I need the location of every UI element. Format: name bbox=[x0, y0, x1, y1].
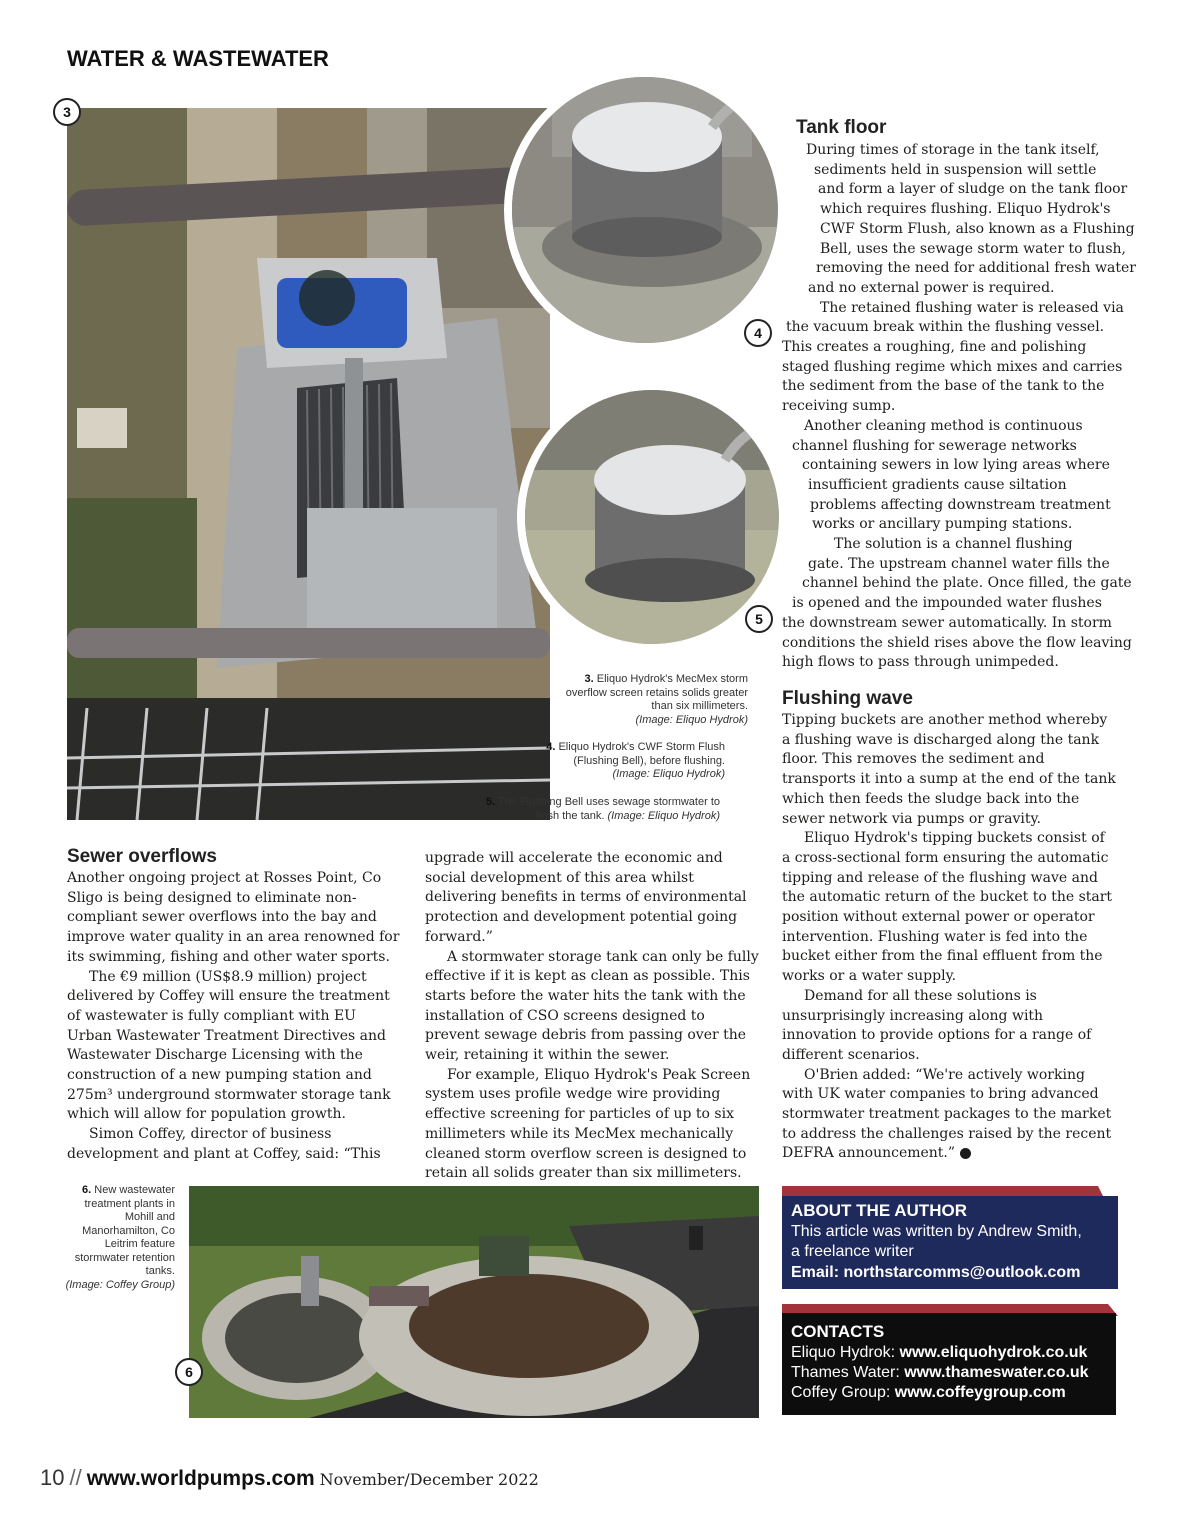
text-line: the sediment from the base of the tank to the bbox=[782, 378, 1105, 395]
caption-credit: (Image: Eliquo Hydrok) bbox=[612, 768, 725, 780]
text-line: problems affecting downstream treatment bbox=[810, 496, 1111, 513]
sewer-overflows-section bbox=[67, 845, 403, 1165]
caption-text: The Flushing Bell uses sewage stormwater to flush the tank. bbox=[498, 796, 720, 822]
paragraph bbox=[782, 1066, 1117, 1165]
caption-number: 5. bbox=[486, 796, 496, 808]
text-line: the vacuum break within the flushing vessel. bbox=[786, 319, 1105, 336]
page-number: 10 bbox=[40, 1465, 65, 1490]
footer-separator: // bbox=[69, 1465, 82, 1490]
paragraph: Demand for all these solutions is unsurprisingly increasing along with innovation to provide options for a range of different scenarios. bbox=[782, 987, 1092, 1063]
text-line: and form a layer of sludge on the tank floor bbox=[818, 181, 1128, 198]
contacts-title: CONTACTS bbox=[791, 1322, 885, 1341]
paragraph: Simon Coffey, director of business development and plant at Coffey, said: “This bbox=[67, 1126, 381, 1162]
text-line: the downstream sewer automatically. In storm bbox=[782, 614, 1112, 631]
text-line: insufficient gradients cause siltation bbox=[808, 476, 1067, 493]
caption-credit: (Image: Coffey Group) bbox=[65, 1278, 175, 1291]
caption-text: Eliquo Hydrok's CWF Storm Flush (Flushing Bell), before flushing. bbox=[558, 741, 725, 767]
text-line: is opened and the impounded water flushes bbox=[792, 595, 1102, 612]
figure-3-photo bbox=[67, 108, 550, 820]
caption-number: 6. bbox=[82, 1184, 92, 1196]
text-line: conditions the shield rises above the flow leaving bbox=[782, 634, 1132, 651]
caption-text: New wastewater treatment plants in Mohill and Manorhamilton, Co Leitrim feature stormwater retention tanks. bbox=[74, 1184, 175, 1277]
figure-3-number: 3 bbox=[53, 98, 81, 126]
figure-4-caption bbox=[500, 741, 725, 782]
paragraph: A stormwater storage tank can only be fully effective if it is kept as clean as possible. This starts before the water hits the tank with the installation of CSO screens designed to prevent sewage debris from passing over the weir, retaining it within the sewer. bbox=[425, 948, 759, 1064]
text-line: CWF Storm Flush, also known as a Flushing bbox=[820, 220, 1135, 237]
flushing-wave-heading: Flushing wave bbox=[782, 688, 913, 709]
caption-credit: (Image: Eliquo Hydrok) bbox=[607, 809, 720, 822]
flushing-wave-section bbox=[782, 687, 1117, 1164]
caption-text: Eliquo Hydrok's MecMex storm overflow screen retains solids greater than six millimeters. bbox=[565, 673, 748, 712]
figure-4-number: 4 bbox=[744, 319, 772, 347]
caption-credit: (Image: Eliquo Hydrok) bbox=[635, 713, 748, 726]
tank-floor-heading: Tank floor bbox=[796, 117, 887, 138]
figure-3-caption bbox=[553, 673, 748, 727]
text-line: removing the need for additional fresh water bbox=[816, 260, 1136, 277]
contact-link[interactable]: www.eliquohydrok.co.uk bbox=[899, 1344, 1088, 1361]
paragraph: For example, Eliquo Hydrok's Peak Screen system uses profile wedge wire providing effective screening for particles of up to six millimeters while its MecMex mechanically cleaned storm overflow screen is designed to retain all solids greater than six millimeters. bbox=[425, 1066, 751, 1182]
footer-site[interactable]: www.worldpumps.com bbox=[86, 1467, 315, 1490]
figure-5-number: 5 bbox=[745, 605, 773, 633]
contact-label: Thames Water: bbox=[791, 1364, 905, 1381]
text-line: Another cleaning method is continuous bbox=[804, 417, 1083, 434]
caption-number: 4. bbox=[546, 741, 556, 753]
sewer-overflows-heading: Sewer overflows bbox=[67, 846, 217, 867]
contact-eliquo bbox=[791, 1343, 1116, 1363]
about-author-line1: This article was written by Andrew Smith, bbox=[791, 1223, 1082, 1240]
figure-6-photo bbox=[189, 1186, 759, 1418]
end-mark-icon bbox=[960, 1148, 971, 1159]
text-line: high flows to pass through unimpeded. bbox=[782, 654, 1059, 671]
text-line: Bell, uses the sewage storm water to flush, bbox=[820, 240, 1126, 257]
contact-link[interactable]: www.thameswater.co.uk bbox=[904, 1364, 1089, 1381]
about-author-title: ABOUT THE AUTHOR bbox=[791, 1201, 967, 1220]
tank-floor-section bbox=[782, 116, 1136, 673]
paragraph: Eliquo Hydrok's tipping buckets consist of a cross-sectional form ensuring the automatic tipping and release of the flushing wave and the automatic return of the bucket to the start position without external power or operator intervention. Flushing water is fed into the bucket either from the final effluent from the works or a water supply. bbox=[782, 830, 1113, 985]
text-line: channel behind the plate. Once filled, the gate bbox=[802, 575, 1132, 592]
contact-label: Eliquo Hydrok: bbox=[791, 1344, 900, 1361]
contact-thames bbox=[791, 1363, 1116, 1383]
page-footer bbox=[40, 1465, 539, 1491]
text-line: The solution is a channel flushing bbox=[834, 536, 1073, 553]
paragraph: Tipping buckets are another method whereby a flushing wave is discharged along the tank floor. This removes the sediment and transports it into a sump at the end of the tank which then feeds the sludge back into the sewer network via pumps or gravity. bbox=[782, 712, 1116, 827]
about-author-line2: a freelance writer bbox=[791, 1243, 914, 1260]
text-line: which requires flushing. Eliquo Hydrok's bbox=[820, 201, 1111, 218]
author-email[interactable]: Email: northstarcomms@outlook.com bbox=[791, 1264, 1081, 1281]
figure-5-caption bbox=[460, 796, 720, 823]
section-title: WATER & WASTEWATER bbox=[67, 46, 329, 71]
text-line: works or ancillary pumping stations. bbox=[812, 516, 1073, 533]
text-line: containing sewers in low lying areas where bbox=[802, 457, 1110, 474]
about-author-box bbox=[782, 1196, 1118, 1289]
contact-label: Coffey Group: bbox=[791, 1384, 895, 1401]
paragraph: Another ongoing project at Rosses Point, Co Sligo is being designed to eliminate non-compliant sewer overflows into the bay and improve water quality in an area renowned for its swimming, fishing and other water sports. bbox=[67, 870, 400, 965]
text-line: This creates a roughing, fine and polishing bbox=[782, 339, 1087, 356]
footer-issue: November/December 2022 bbox=[319, 1470, 539, 1489]
text-line: receiving sump. bbox=[782, 398, 896, 415]
text-line: channel flushing for sewerage networks bbox=[792, 437, 1077, 454]
text-line: During times of storage in the tank itself, bbox=[806, 142, 1100, 158]
paragraph: The €9 million (US$8.9 million) project delivered by Coffey will ensure the treatment of wastewater is fully compliant with EU Urban Wastewater Treatment Directives and Wastewater Discharge Licensing with the construction of a new pumping station and 275m³ underground stormwater storage tank which will allow for population growth. bbox=[67, 968, 391, 1123]
text-line: gate. The upstream channel water fills the bbox=[808, 555, 1110, 572]
contact-coffey bbox=[791, 1383, 1116, 1403]
text-line: staged flushing regime which mixes and carries bbox=[782, 358, 1123, 375]
text-line: sediments held in suspension will settle bbox=[814, 161, 1097, 178]
caption-number: 3. bbox=[584, 673, 594, 685]
figure-6-number: 6 bbox=[175, 1358, 203, 1386]
text-line: and no external power is required. bbox=[808, 279, 1055, 296]
paragraph: upgrade will accelerate the economic and social development of this area whilst delivering benefits in terms of environmental protection and development potential going forward.” bbox=[425, 850, 747, 945]
figure-6-caption bbox=[60, 1184, 175, 1292]
text-line: The retained flushing water is released via bbox=[820, 299, 1124, 316]
figure-4-photo bbox=[504, 69, 786, 351]
contact-link[interactable]: www.coffeygroup.com bbox=[894, 1384, 1066, 1401]
quote-text: O'Brien added: “We're actively working with UK water companies to bring advanced stormwater treatment packages to the market to address the challenges raised by the recent DEFRA announcement.” bbox=[782, 1066, 1112, 1162]
contacts-box bbox=[782, 1313, 1116, 1415]
middle-column bbox=[425, 849, 761, 1184]
